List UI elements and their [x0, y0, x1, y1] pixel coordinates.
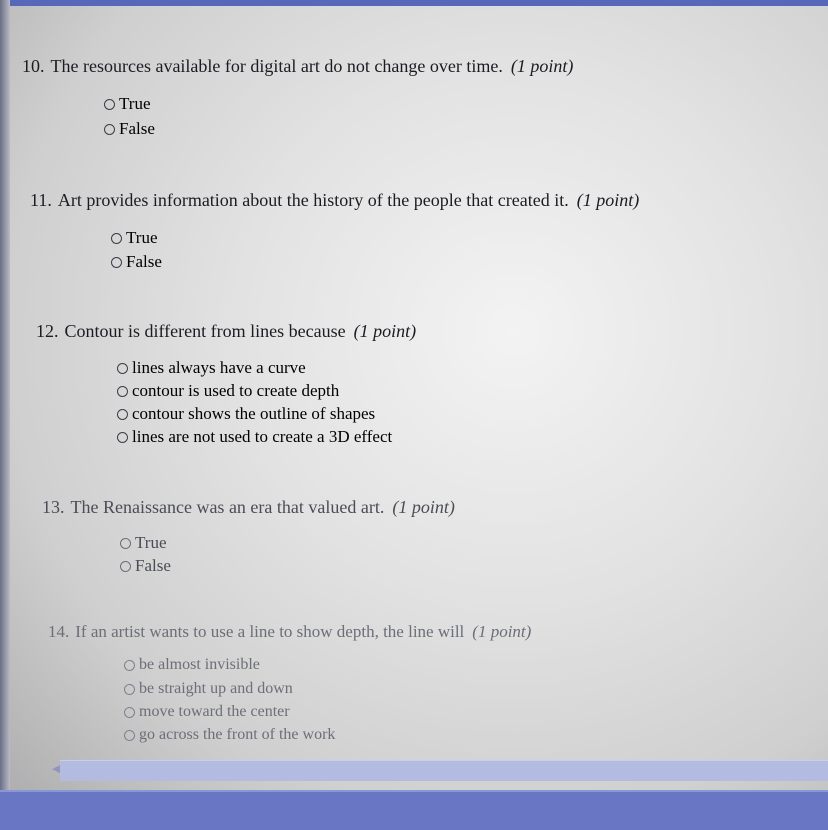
q11-option-true[interactable]: [111, 228, 158, 248]
question-text: The Renaissance was an era that valued art.: [70, 497, 385, 517]
question-text: If an artist wants to use a line to show depth, the line will: [75, 622, 465, 641]
option-label: False: [126, 252, 162, 271]
q11-option-false[interactable]: [111, 252, 162, 272]
question-14: [48, 622, 531, 642]
bottom-bar: [0, 790, 828, 830]
question-10-title: [22, 56, 573, 77]
q14-option-4[interactable]: [124, 726, 335, 744]
option-label: False: [135, 556, 171, 575]
radio-button-icon[interactable]: [117, 409, 128, 420]
radio-button-icon[interactable]: [111, 233, 122, 244]
q14-option-2[interactable]: [124, 680, 293, 698]
option-label: contour shows the outline of shapes: [132, 404, 376, 423]
radio-button-icon[interactable]: [124, 684, 135, 695]
question-10: [22, 56, 573, 77]
option-label: contour is used to create depth: [132, 381, 340, 400]
question-text: The resources available for digital art do not change over time.: [50, 56, 503, 76]
question-14-title: [48, 622, 531, 642]
horizontal-scrollbar[interactable]: [60, 760, 828, 781]
radio-button-icon[interactable]: [117, 363, 128, 374]
q10-option-true[interactable]: [104, 94, 151, 114]
option-label: True: [119, 94, 151, 113]
question-12: [36, 321, 416, 342]
question-points: (1 point): [472, 622, 532, 641]
option-label: lines are not used to create a 3D effect: [132, 427, 393, 446]
question-13: [42, 497, 455, 518]
question-number: 13.: [42, 497, 65, 517]
question-number: 12.: [36, 321, 59, 341]
question-13-title: [42, 497, 455, 518]
radio-button-icon[interactable]: [120, 538, 131, 549]
question-12-title: [36, 321, 416, 342]
radio-button-icon[interactable]: [111, 257, 122, 268]
q13-option-true[interactable]: [120, 533, 167, 553]
left-edge: [0, 0, 10, 828]
radio-button-icon[interactable]: [104, 124, 115, 135]
question-points: (1 point): [576, 190, 640, 210]
radio-button-icon[interactable]: [124, 660, 135, 671]
q10-option-false[interactable]: [104, 119, 155, 139]
question-11-title: [30, 190, 639, 211]
question-number: 11.: [30, 190, 52, 210]
q14-option-3[interactable]: [124, 703, 290, 721]
radio-button-icon[interactable]: [120, 561, 131, 572]
q13-option-false[interactable]: [120, 556, 171, 576]
option-label: True: [126, 228, 158, 247]
q12-option-2[interactable]: [117, 381, 339, 401]
question-11: [30, 190, 639, 211]
q12-option-4[interactable]: [117, 427, 392, 447]
radio-button-icon[interactable]: [117, 432, 128, 443]
option-label: True: [135, 533, 167, 552]
question-points: (1 point): [392, 497, 455, 517]
q14-option-1[interactable]: [124, 656, 260, 674]
radio-button-icon[interactable]: [124, 730, 135, 741]
question-points: (1 point): [353, 321, 417, 341]
scroll-left-arrow-icon[interactable]: ◀: [52, 762, 61, 775]
question-text: Art provides information about the history of the people that created it.: [57, 190, 569, 210]
top-border: [0, 0, 828, 6]
question-number: 10.: [22, 56, 45, 76]
option-label: False: [119, 119, 155, 138]
q12-option-3[interactable]: [117, 404, 375, 424]
option-label: be straight up and down: [139, 680, 293, 697]
question-text: Contour is different from lines because: [64, 321, 346, 341]
radio-button-icon[interactable]: [117, 386, 128, 397]
option-label: move toward the center: [139, 703, 290, 720]
radio-button-icon[interactable]: [104, 99, 115, 110]
question-points: (1 point): [510, 56, 574, 76]
radio-button-icon[interactable]: [124, 707, 135, 718]
option-label: go across the front of the work: [139, 726, 336, 743]
question-number: 14.: [48, 622, 70, 641]
option-label: be almost invisible: [139, 656, 260, 673]
q12-option-1[interactable]: [117, 358, 306, 378]
option-label: lines always have a curve: [132, 358, 306, 377]
